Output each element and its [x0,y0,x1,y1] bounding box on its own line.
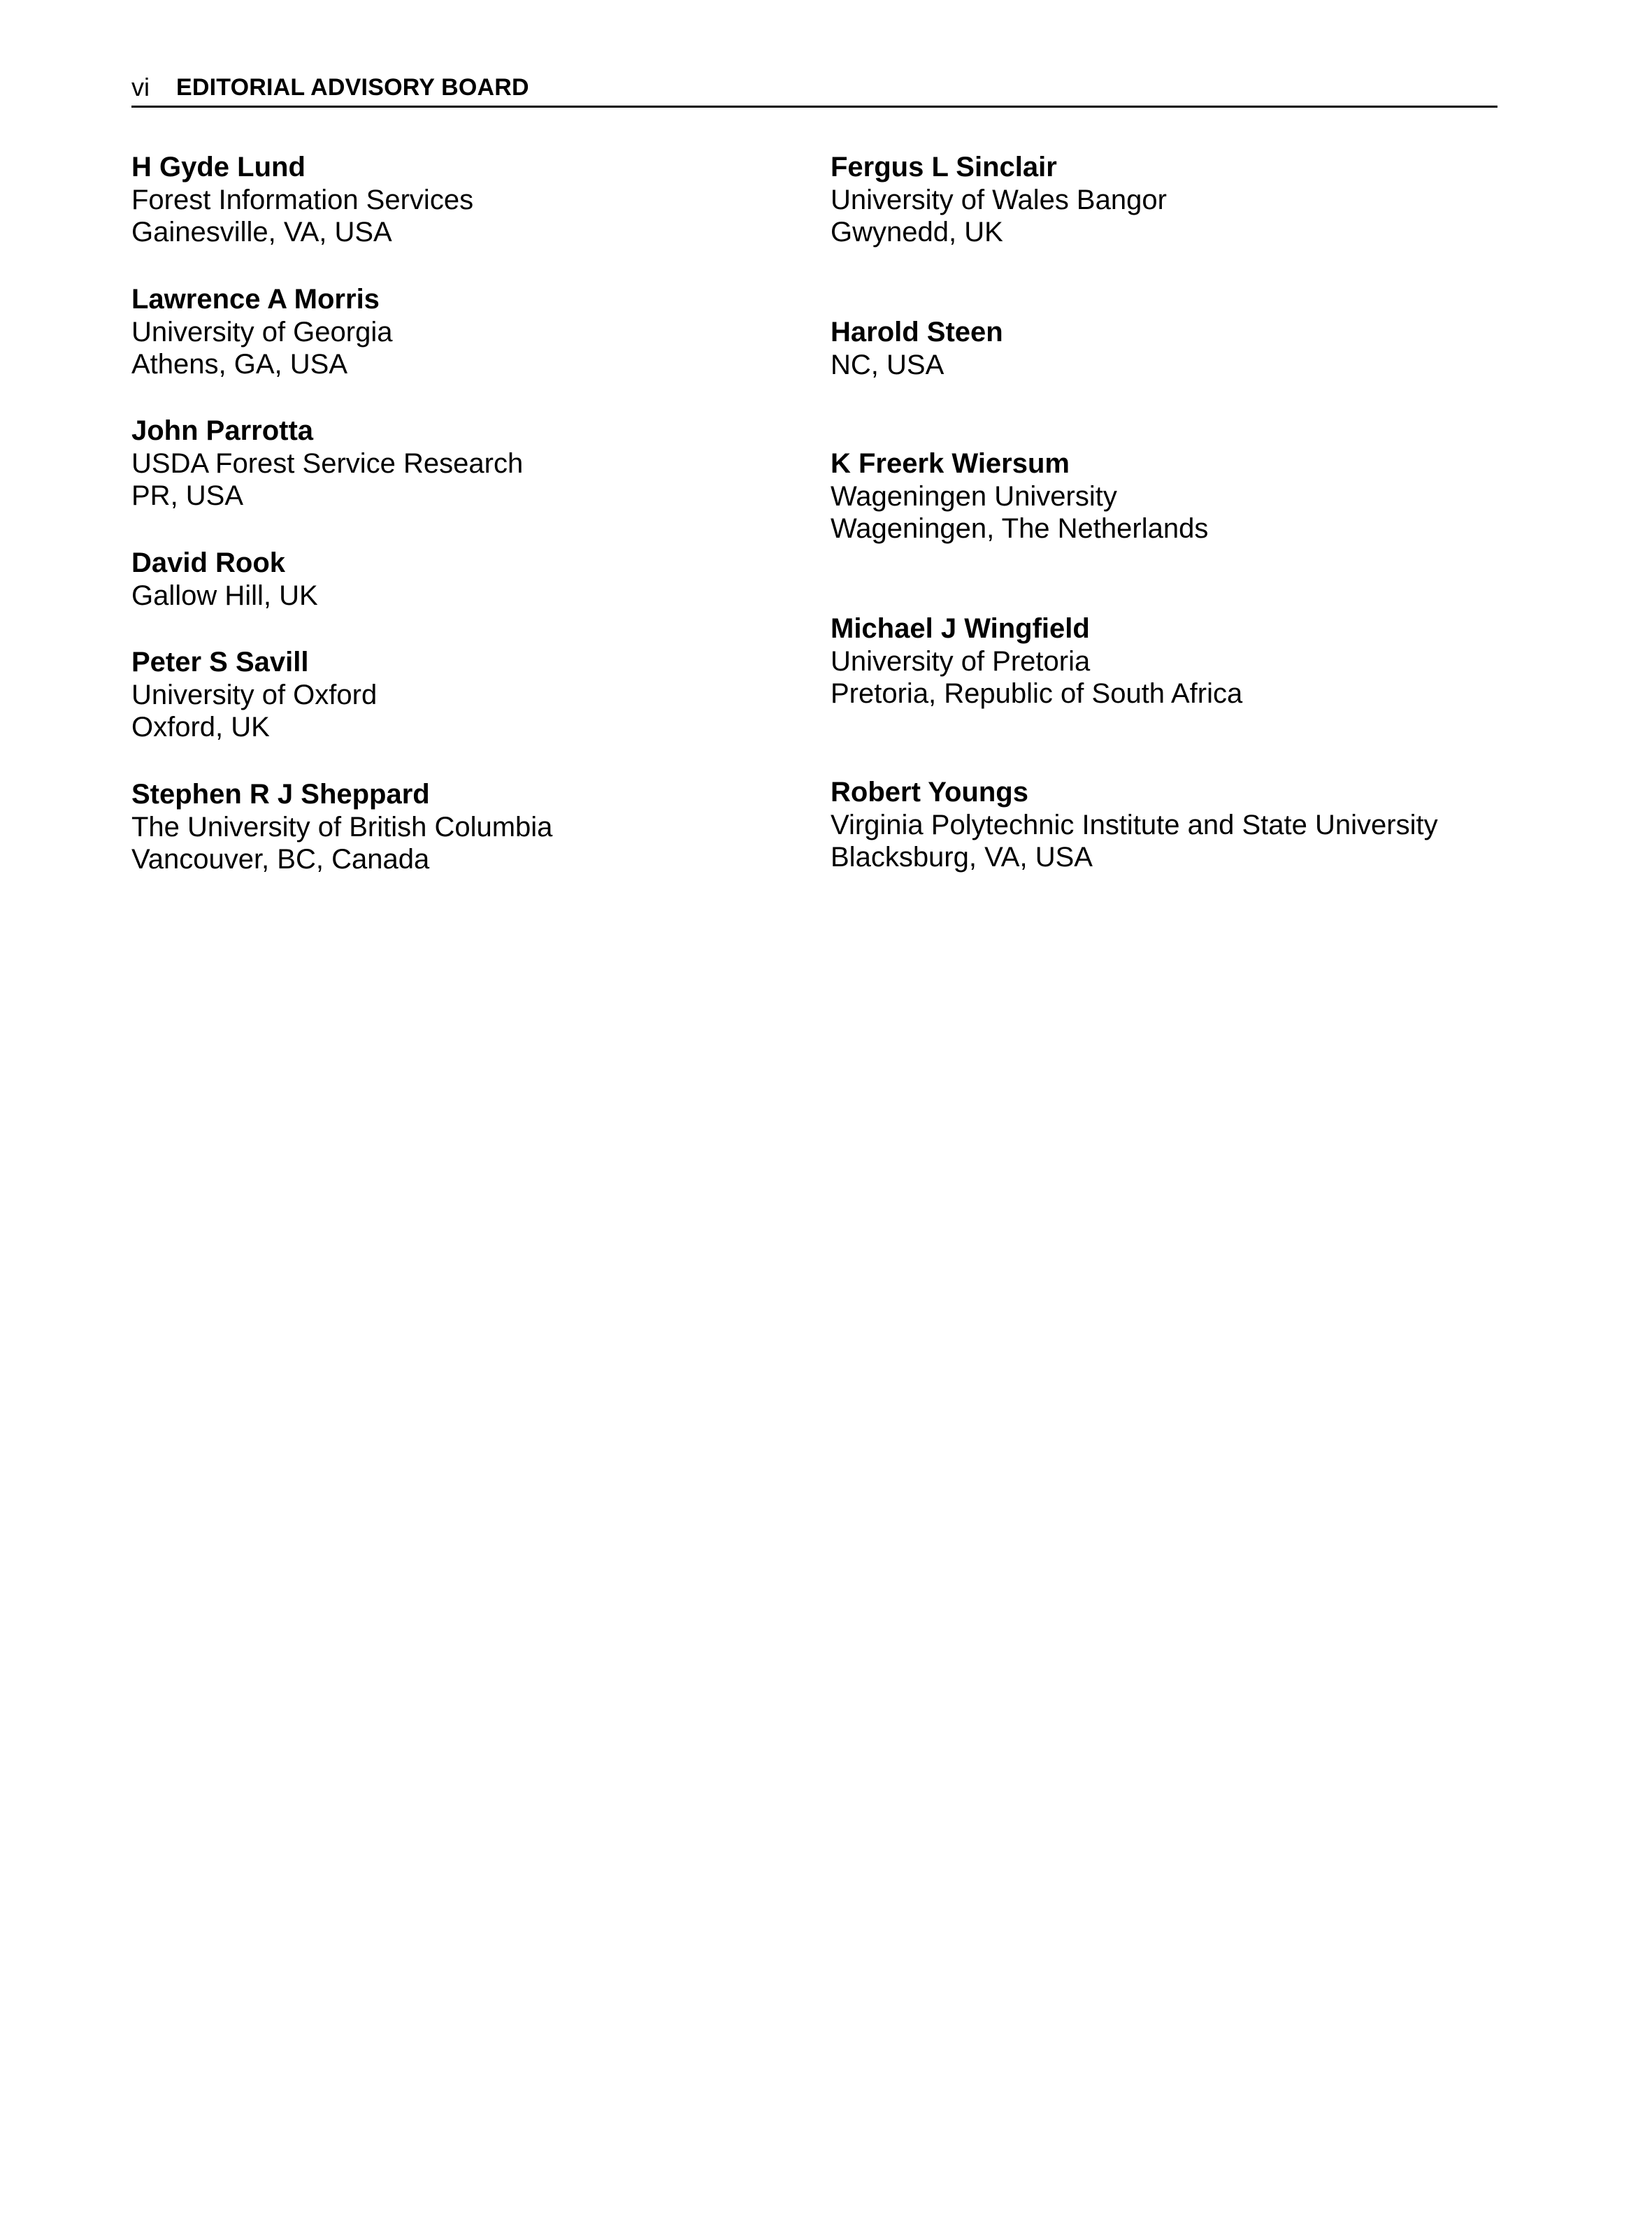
board-member-entry [831,776,1438,874]
member-name: Michael J Wingfield [831,613,1090,644]
member-affiliation: The University of British Columbia [131,811,553,843]
member-name: Harold Steen [831,317,1003,347]
member-location: Blacksburg, VA, USA [831,842,1093,873]
board-member-entry [131,415,523,513]
page-header [131,71,1497,108]
member-affiliation: Wageningen University [831,480,1117,512]
member-name: John Parrotta [131,415,314,446]
member-name: Peter S Savill [131,647,309,678]
member-name: Stephen R J Sheppard [131,779,430,810]
member-name: K Freerk Wiersum [831,448,1070,479]
board-member-entry [131,646,377,744]
board-member-entry [131,283,392,381]
member-location: PR, USA [131,480,244,511]
member-name: Fergus L Sinclair [831,152,1057,182]
member-location: Pretoria, Republic of South Africa [831,678,1243,709]
page-number: vi [131,73,150,101]
board-member-entry [131,151,473,249]
member-affiliation: USDA Forest Service Research [131,447,524,479]
member-location: Oxford, UK [131,712,270,743]
member-location: Athens, GA, USA [131,349,348,380]
board-member-entry [831,447,1208,545]
member-affiliation: University of Georgia [131,316,393,347]
member-affiliation: University of Pretoria [831,645,1091,677]
member-location: Gwynedd, UK [831,217,1003,248]
board-member-entry [831,151,1167,249]
board-member-entry [131,778,552,876]
member-affiliation: Virginia Polytechnic Institute and State University [831,809,1438,840]
member-location: Gallow Hill, UK [131,580,318,611]
member-location: Vancouver, BC, Canada [131,844,430,875]
board-member-entry [831,612,1242,710]
board-member-entry [131,547,318,612]
running-title: EDITORIAL ADVISORY BOARD [176,74,529,101]
board-member-entry [831,316,1003,381]
member-name: Robert Youngs [831,777,1028,808]
member-affiliation: University of Oxford [131,679,378,710]
member-location: Wageningen, The Netherlands [831,513,1209,544]
member-affiliation: University of Wales Bangor [831,184,1167,215]
member-location: Gainesville, VA, USA [131,217,392,248]
member-location: NC, USA [831,349,944,380]
member-name: Lawrence A Morris [131,284,380,315]
member-name: David Rook [131,547,286,578]
member-affiliation: Forest Information Services [131,184,474,215]
member-name: H Gyde Lund [131,152,306,182]
